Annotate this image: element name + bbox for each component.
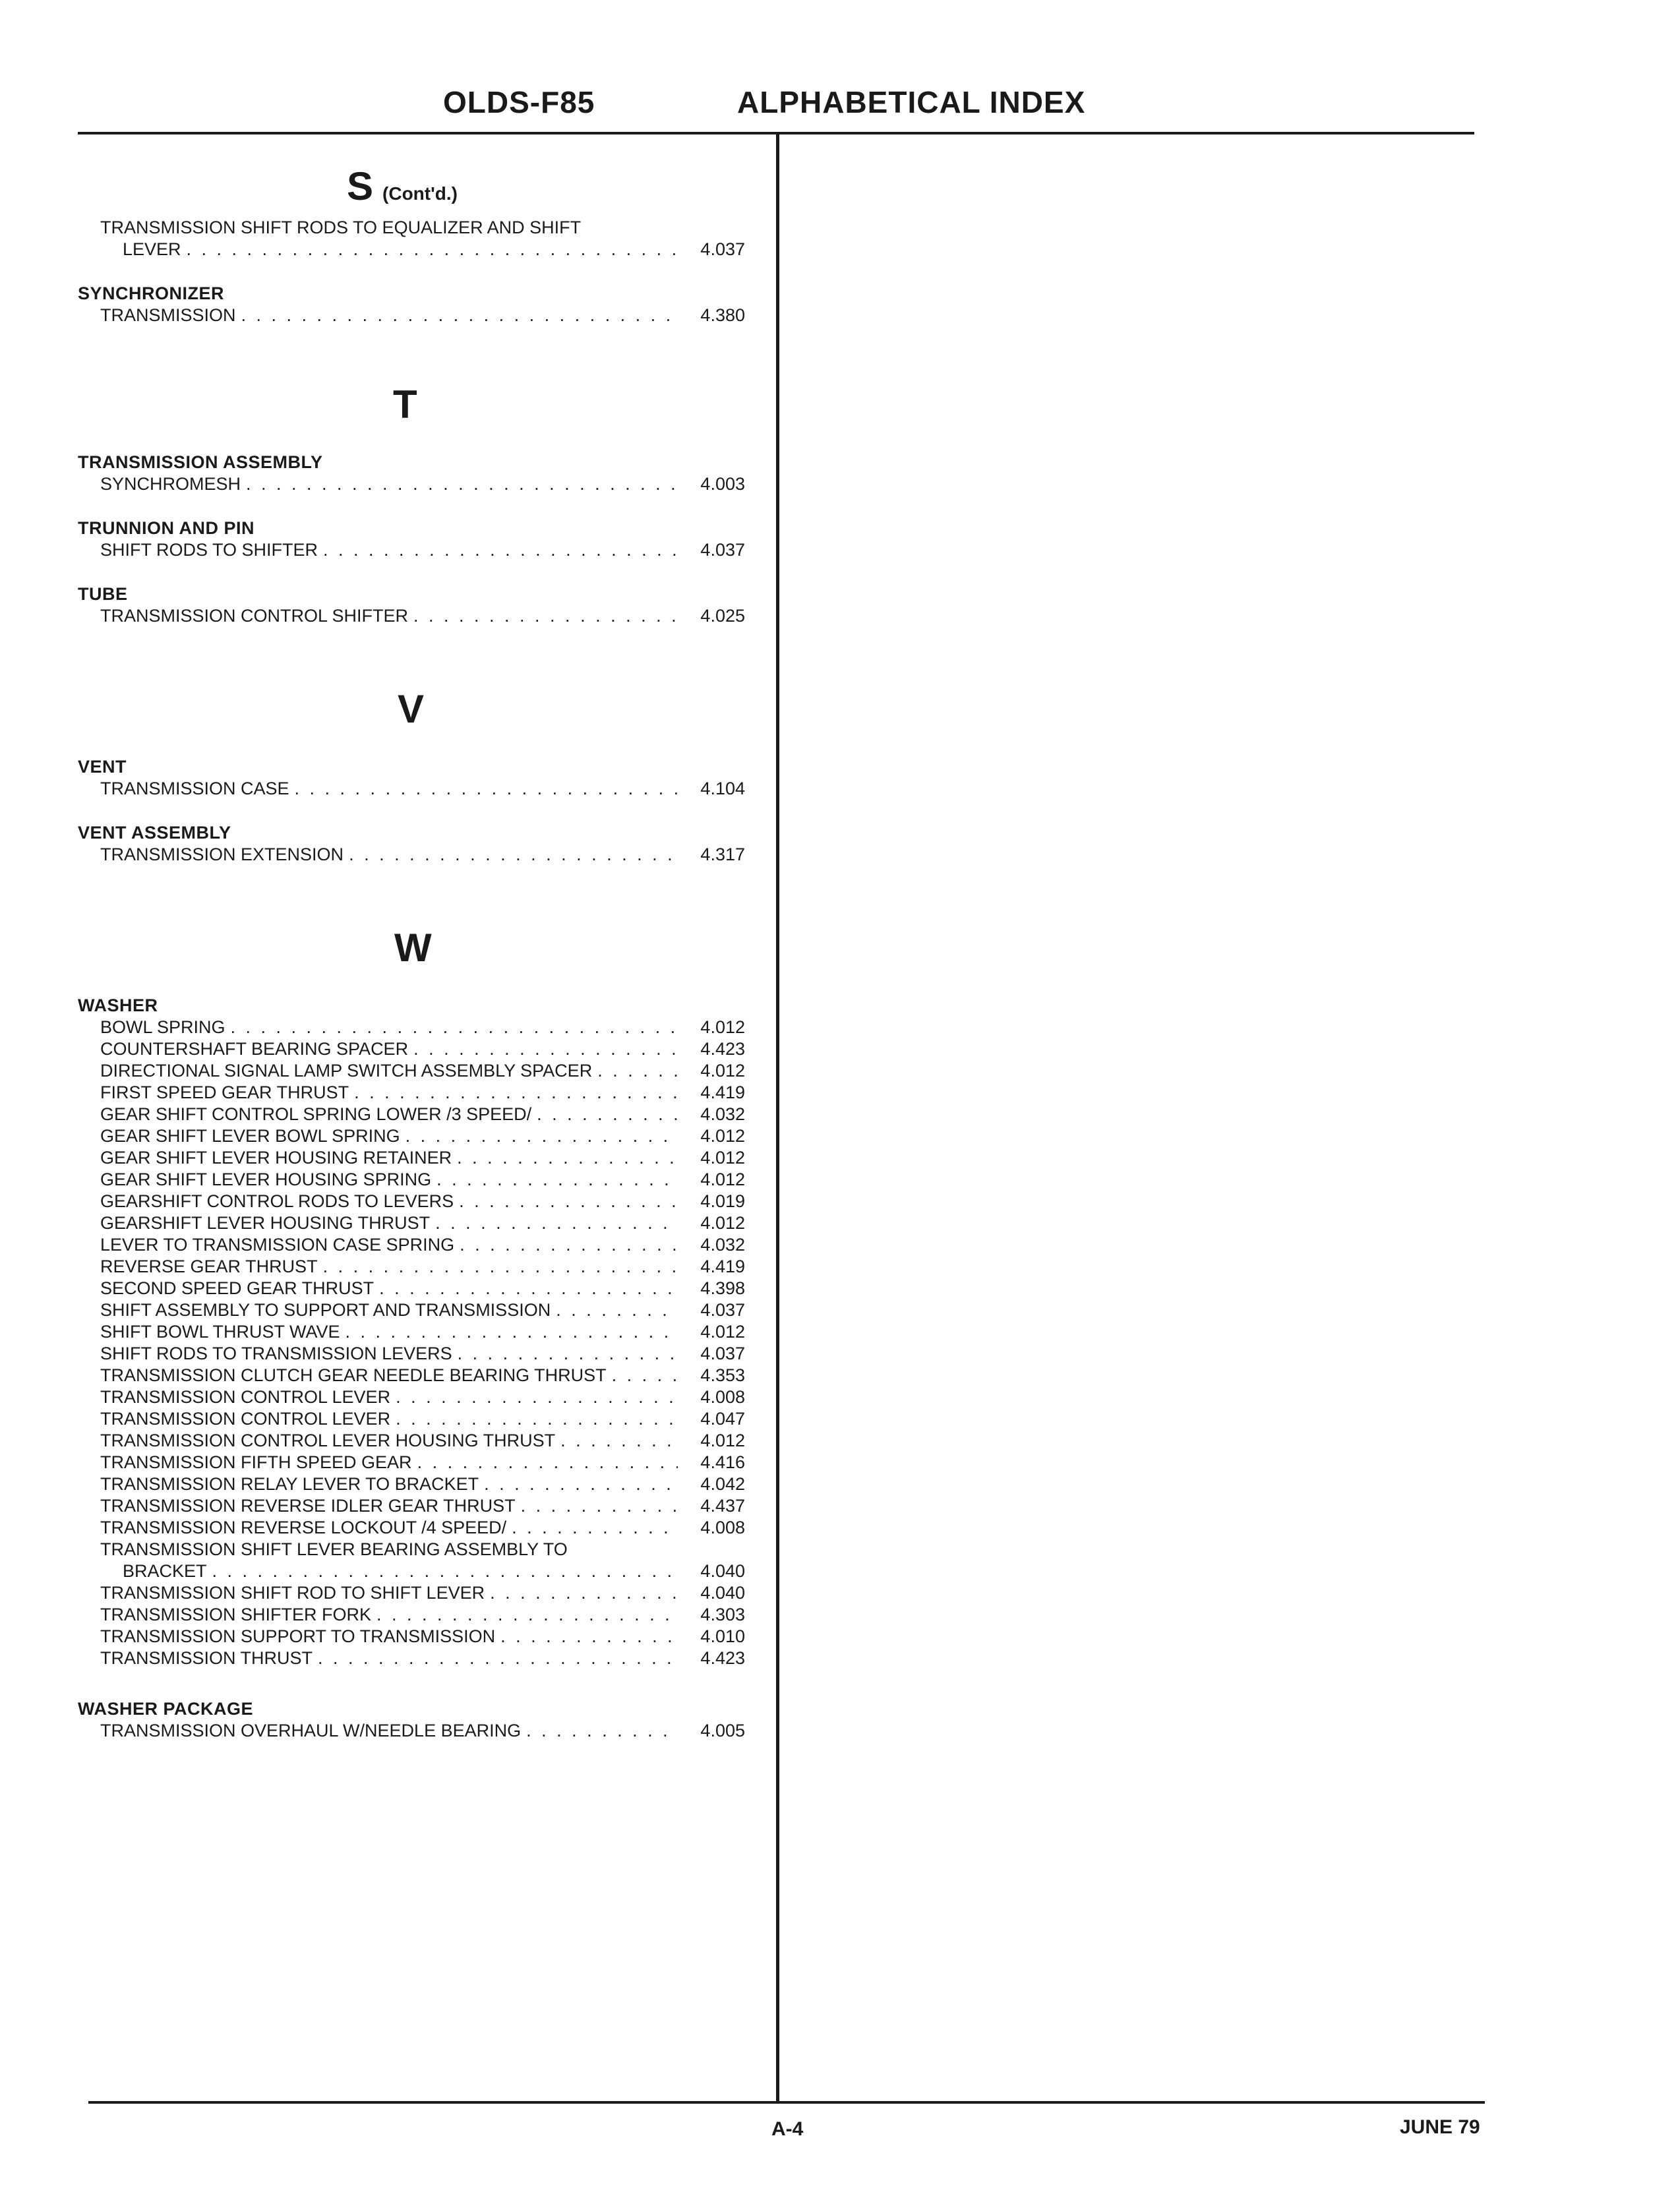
column-divider <box>776 133 779 2101</box>
section-t <box>78 382 745 627</box>
group-heading: TRANSMISSION ASSEMBLY <box>78 452 323 472</box>
section-letter-text: S <box>347 164 374 208</box>
section-letter: W <box>394 926 432 970</box>
dot-leader <box>405 1125 678 1147</box>
index-entry <box>78 217 745 239</box>
entry-label: TRANSMISSION CLUTCH GEAR NEEDLE BEARING THRUST <box>100 1365 607 1385</box>
page-ref: 4.317 <box>700 845 745 864</box>
index-entry <box>78 1582 745 1604</box>
dot-leader <box>490 1582 678 1604</box>
entry-label: TRANSMISSION SUPPORT TO TRANSMISSION <box>100 1626 496 1646</box>
index-entry <box>78 1343 745 1365</box>
dot-leader <box>417 1452 678 1473</box>
page-ref: 4.380 <box>700 305 745 325</box>
entry-label: DIRECTIONAL SIGNAL LAMP SWITCH ASSEMBLY SPACER <box>100 1061 593 1081</box>
entry-label: TRANSMISSION SHIFT RODS TO EQUALIZER AND SHIFT <box>100 218 582 237</box>
entry-label: LEVER <box>123 239 181 259</box>
dot-leader <box>354 1082 678 1104</box>
dot-leader <box>345 1321 678 1343</box>
index-entry <box>78 1365 745 1386</box>
entry-label: GEAR SHIFT LEVER HOUSING RETAINER <box>100 1148 452 1168</box>
index-group <box>78 283 745 326</box>
index-group <box>78 822 745 866</box>
dot-leader <box>521 1495 678 1517</box>
dot-leader <box>460 1234 678 1256</box>
index-entry <box>78 1038 745 1060</box>
entry-label: TRANSMISSION CONTROL SHIFTER <box>100 606 409 626</box>
index-entry <box>78 539 745 561</box>
index-entry <box>78 1169 745 1191</box>
dot-leader <box>458 1343 678 1365</box>
page-ref: 4.012 <box>700 1061 745 1081</box>
entry-label: TRANSMISSION CONTROL LEVER <box>100 1409 391 1429</box>
index-entry <box>78 1278 745 1299</box>
index-entry <box>78 1604 745 1626</box>
page-ref: 4.012 <box>700 1322 745 1342</box>
entry-label: GEAR SHIFT LEVER BOWL SPRING <box>100 1126 400 1146</box>
index-entry <box>78 305 745 326</box>
index-group <box>78 583 745 627</box>
entry-label: BOWL SPRING <box>100 1017 225 1037</box>
index-entry <box>78 1517 745 1539</box>
dot-leader <box>413 605 678 627</box>
page-ref: 4.012 <box>700 1017 745 1037</box>
page-ref: 4.012 <box>700 1213 745 1233</box>
page-ref: 4.047 <box>700 1409 745 1429</box>
page-ref: 4.042 <box>700 1474 745 1494</box>
index-entry <box>78 1321 745 1343</box>
index-group <box>78 995 745 1669</box>
group-heading: WASHER <box>78 995 158 1015</box>
entry-label: SHIFT RODS TO SHIFTER <box>100 540 318 560</box>
index-entry <box>78 1560 745 1582</box>
dot-leader <box>379 1278 678 1299</box>
page-ref: 4.423 <box>700 1648 745 1668</box>
page-ref: 4.012 <box>700 1148 745 1168</box>
entry-label: SYNCHROMESH <box>100 474 241 494</box>
section-letter: T <box>393 382 417 427</box>
dot-leader <box>231 1017 678 1038</box>
entry-label: REVERSE GEAR THRUST <box>100 1257 318 1276</box>
washer-entry-list <box>78 1017 745 1539</box>
entry-label: COUNTERSHAFT BEARING SPACER <box>100 1039 409 1059</box>
entry-label: SECOND SPEED GEAR THRUST <box>100 1278 375 1298</box>
section-v <box>78 686 745 866</box>
dot-leader <box>349 844 678 866</box>
entry-label: SHIFT BOWL THRUST WAVE <box>100 1322 340 1342</box>
dot-leader <box>457 1147 678 1169</box>
index-entry <box>78 1720 745 1742</box>
entry-label: FIRST SPEED GEAR THRUST <box>100 1083 349 1102</box>
dot-leader <box>597 1060 678 1082</box>
dot-leader <box>560 1430 678 1452</box>
dot-leader <box>246 473 678 495</box>
index-column <box>78 163 745 1742</box>
dot-leader <box>323 539 678 561</box>
page-ref: 4.423 <box>700 1039 745 1059</box>
entry-label: BRACKET <box>123 1561 207 1581</box>
group-heading: VENT ASSEMBLY <box>78 823 231 843</box>
page-header <box>0 84 1680 131</box>
index-entry <box>78 1082 745 1104</box>
entry-label: TRANSMISSION CONTROL LEVER HOUSING THRUST <box>100 1431 556 1450</box>
entry-label: GEAR SHIFT LEVER HOUSING SPRING <box>100 1170 432 1189</box>
dot-leader <box>556 1299 678 1321</box>
index-group <box>78 756 745 800</box>
section-letter: V <box>398 687 425 731</box>
entry-label: TRANSMISSION SHIFT LEVER BEARING ASSEMBLY TO <box>100 1539 568 1559</box>
section-w <box>78 925 745 1742</box>
index-entry <box>78 1386 745 1408</box>
page-ref: 4.008 <box>700 1518 745 1537</box>
dot-leader <box>484 1473 678 1495</box>
index-entry <box>78 473 745 495</box>
index-group <box>78 217 745 260</box>
page-ref: 4.398 <box>700 1278 745 1298</box>
dot-leader <box>376 1604 678 1626</box>
index-entry <box>78 1017 745 1038</box>
page-ref: 4.419 <box>700 1083 745 1102</box>
manual-title: OLDS-F85 <box>443 85 595 119</box>
page-ref: 4.040 <box>700 1583 745 1603</box>
dot-leader <box>187 239 678 260</box>
index-entry <box>78 1212 745 1234</box>
continued-label: (Cont'd.) <box>382 183 458 204</box>
index-entry <box>78 1147 745 1169</box>
index-group <box>78 518 745 561</box>
entry-label: TRANSMISSION FIFTH SPEED GEAR <box>100 1452 412 1472</box>
group-heading: TRUNNION AND PIN <box>78 518 255 538</box>
dot-leader <box>512 1517 678 1539</box>
group-heading: VENT <box>78 757 127 777</box>
page-ref: 4.012 <box>700 1431 745 1450</box>
index-entry <box>78 1539 745 1560</box>
index-entry <box>78 1256 745 1278</box>
dot-leader <box>526 1720 678 1742</box>
dot-leader <box>612 1365 678 1386</box>
entry-label: GEAR SHIFT CONTROL SPRING LOWER /3 SPEED/ <box>100 1104 532 1124</box>
section-letter <box>78 163 745 217</box>
entry-label: GEARSHIFT CONTROL RODS TO LEVERS <box>100 1191 454 1211</box>
dot-leader <box>295 778 678 800</box>
index-entry <box>78 605 745 627</box>
index-entry <box>78 1060 745 1082</box>
index-group <box>78 1698 745 1742</box>
index-entry <box>78 1234 745 1256</box>
page-ref: 4.303 <box>700 1605 745 1624</box>
page-ref: 4.005 <box>700 1721 745 1740</box>
dot-leader <box>396 1386 678 1408</box>
index-entry <box>78 1452 745 1473</box>
index-entry <box>78 1647 745 1669</box>
dot-leader <box>537 1104 678 1125</box>
dot-leader <box>241 305 678 326</box>
dot-leader <box>459 1191 678 1212</box>
page-ref: 4.040 <box>700 1561 745 1581</box>
page-ref: 4.419 <box>700 1257 745 1276</box>
page-ref: 4.025 <box>700 606 745 626</box>
page-ref: 4.032 <box>700 1235 745 1255</box>
entry-label: TRANSMISSION REVERSE IDLER GEAR THRUST <box>100 1496 516 1516</box>
page-ref: 4.012 <box>700 1126 745 1146</box>
washer-entry-list <box>78 1582 745 1669</box>
index-entry <box>78 844 745 866</box>
page-ref: 4.032 <box>700 1104 745 1124</box>
page-ref: 4.353 <box>700 1365 745 1385</box>
entry-label: TRANSMISSION CONTROL LEVER <box>100 1387 391 1407</box>
entry-label: LEVER TO TRANSMISSION CASE SPRING <box>100 1235 455 1255</box>
page-ref: 4.037 <box>700 1344 745 1363</box>
page-ref: 4.019 <box>700 1191 745 1211</box>
index-entry <box>78 1191 745 1212</box>
dot-leader <box>435 1212 678 1234</box>
entry-label: TRANSMISSION REVERSE LOCKOUT /4 SPEED/ <box>100 1518 507 1537</box>
page-ref: 4.008 <box>700 1387 745 1407</box>
page-ref: 4.037 <box>700 1300 745 1320</box>
page-ref: 4.012 <box>700 1170 745 1189</box>
dot-leader <box>436 1169 678 1191</box>
index-entry <box>78 1473 745 1495</box>
entry-label: TRANSMISSION EXTENSION <box>100 845 344 864</box>
footer-date: JUNE 79 <box>1400 2116 1480 2138</box>
entry-label: TRANSMISSION SHIFT ROD TO SHIFT LEVER <box>100 1583 485 1603</box>
index-entry <box>78 1626 745 1647</box>
dot-leader <box>413 1038 678 1060</box>
dot-leader <box>500 1626 678 1647</box>
dot-leader <box>318 1647 678 1669</box>
index-entry <box>78 1430 745 1452</box>
page-ref: 4.037 <box>700 239 745 259</box>
index-title: ALPHABETICAL INDEX <box>737 85 1086 119</box>
entry-label: TRANSMISSION <box>100 305 236 325</box>
entry-label: SHIFT ASSEMBLY TO SUPPORT AND TRANSMISSION <box>100 1300 551 1320</box>
entry-label: TRANSMISSION OVERHAUL W/NEEDLE BEARING <box>100 1721 522 1740</box>
index-entry <box>78 1408 745 1430</box>
page-ref: 4.037 <box>700 540 745 560</box>
bottom-rule <box>88 2101 1485 2104</box>
page-ref: 4.010 <box>700 1626 745 1646</box>
index-group <box>78 452 745 495</box>
index-entry <box>78 1104 745 1125</box>
index-entry <box>78 239 745 260</box>
page-ref: 4.416 <box>700 1452 745 1472</box>
entry-label: TRANSMISSION SHIFTER FORK <box>100 1605 372 1624</box>
index-entry <box>78 1495 745 1517</box>
footer-page-number: A-4 <box>771 2118 804 2140</box>
index-entry <box>78 1125 745 1147</box>
page-ref: 4.003 <box>700 474 745 494</box>
section-s <box>78 163 745 326</box>
page-ref: 4.437 <box>700 1496 745 1516</box>
page-ref: 4.104 <box>700 779 745 798</box>
entry-label: GEARSHIFT LEVER HOUSING THRUST <box>100 1213 431 1233</box>
group-heading: SYNCHRONIZER <box>78 283 225 303</box>
entry-label: SHIFT RODS TO TRANSMISSION LEVERS <box>100 1344 452 1363</box>
dot-leader <box>323 1256 678 1278</box>
package-entry-list <box>78 1720 745 1742</box>
dot-leader <box>396 1408 678 1430</box>
dot-leader <box>212 1560 678 1582</box>
group-heading: WASHER PACKAGE <box>78 1699 254 1719</box>
index-entry <box>78 1299 745 1321</box>
index-entry <box>78 778 745 800</box>
entry-label: TRANSMISSION CASE <box>100 779 289 798</box>
group-heading: TUBE <box>78 584 128 604</box>
entry-label: TRANSMISSION RELAY LEVER TO BRACKET <box>100 1474 479 1494</box>
entry-label: TRANSMISSION THRUST <box>100 1648 313 1668</box>
